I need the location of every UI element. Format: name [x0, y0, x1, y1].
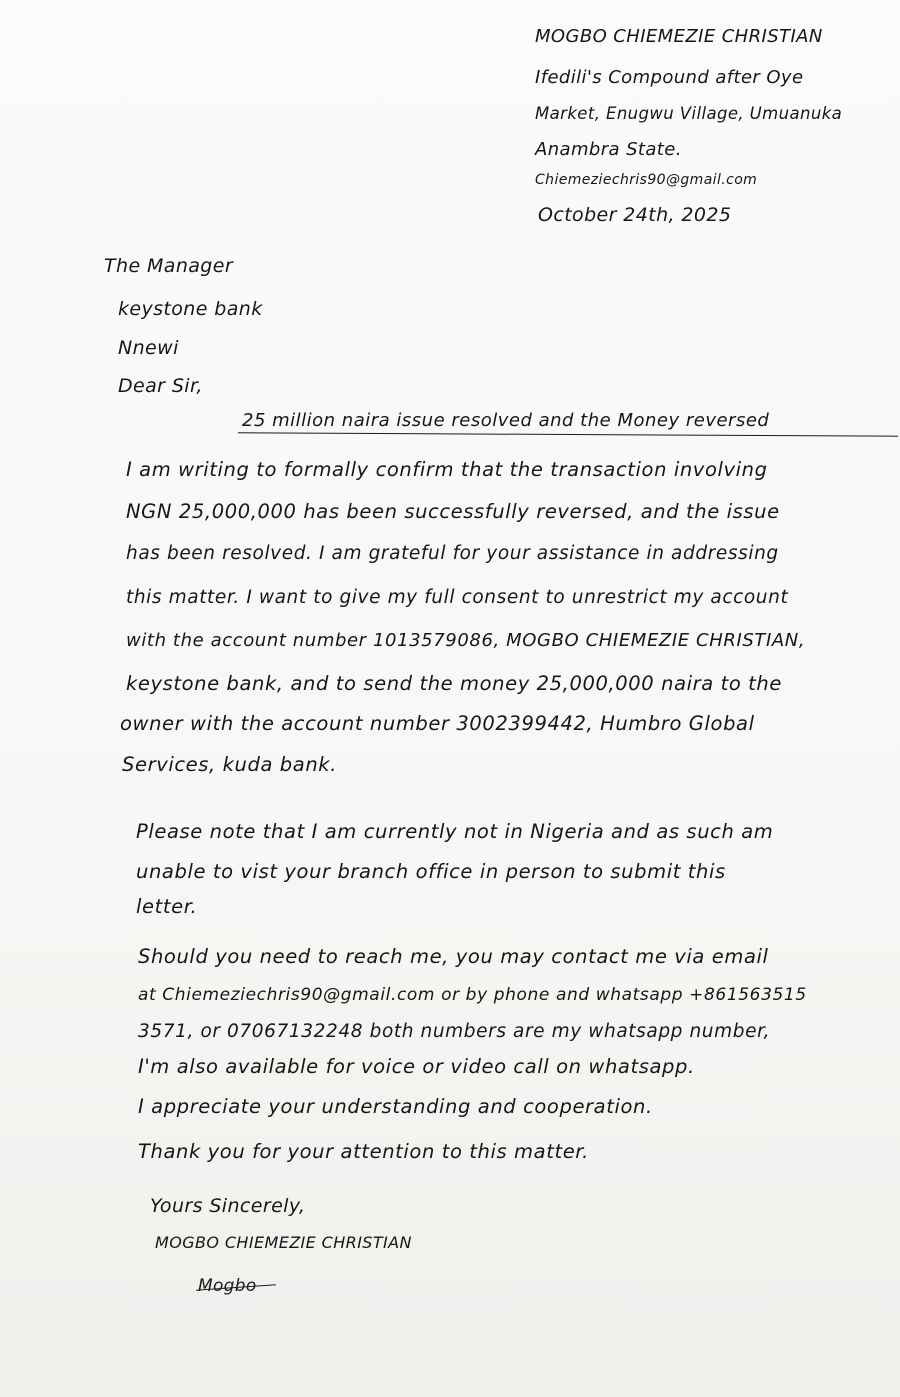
recipient-line: The Manager [104, 255, 234, 277]
body-line: with the account number 1013579086, MOGBO CHIEMEZIE CHRISTIAN, [126, 630, 806, 651]
body-line: Please note that I am currently not in Nigeria and as such am [136, 820, 774, 843]
body-line: unable to vist your branch office in person to submit this [136, 860, 726, 883]
recipient-line: keystone bank [118, 298, 263, 320]
body-line: Thank you for your attention to this matter. [138, 1140, 589, 1163]
body-line: this matter. I want to give my full consent to unrestrict my account [126, 587, 789, 608]
body-line: Services, kuda bank. [122, 753, 337, 776]
valediction: Yours Sincerely, [150, 1195, 306, 1217]
recipient-line: Nnewi [118, 337, 179, 359]
sender-address-line: Market, Enugwu Village, Umuanuka [535, 104, 843, 123]
body-line: I am writing to formally confirm that the transaction involving [126, 458, 768, 481]
body-line: 3571, or 07067132248 both numbers are my whatsapp number, [138, 1021, 771, 1042]
letter-date: October 24th, 2025 [538, 204, 732, 226]
sender-name: MOGBO CHIEMEZIE CHRISTIAN [535, 26, 823, 47]
sender-email: Chiemeziechris90@gmail.com [535, 172, 758, 188]
sender-address-line: Anambra State. [535, 139, 682, 160]
body-line: NGN 25,000,000 has been successfully reversed, and the issue [126, 500, 780, 523]
salutation: Dear Sir, [118, 375, 203, 397]
body-line: keystone bank, and to send the money 25,000,000 naira to the [126, 672, 782, 695]
subject-line: 25 million naira issue resolved and the Money reversed [242, 410, 770, 431]
signature: Mogbo [198, 1276, 257, 1296]
subject-underline [238, 432, 898, 436]
body-line: has been resolved. I am grateful for your assistance in addressing [126, 543, 779, 564]
body-line: owner with the account number 3002399442, Humbro Global [120, 712, 755, 735]
body-line: I'm also available for voice or video call on whatsapp. [138, 1055, 695, 1078]
body-line: Should you need to reach me, you may contact me via email [138, 945, 769, 968]
body-line: I appreciate your understanding and cooperation. [138, 1095, 653, 1118]
body-line: letter. [136, 895, 198, 918]
sender-address-line: Ifedili's Compound after Oye [535, 67, 804, 88]
closing-name: MOGBO CHIEMEZIE CHRISTIAN [155, 1233, 412, 1252]
body-line: at Chiemeziechris90@gmail.com or by phone and whatsapp +861563515 [138, 985, 807, 1005]
